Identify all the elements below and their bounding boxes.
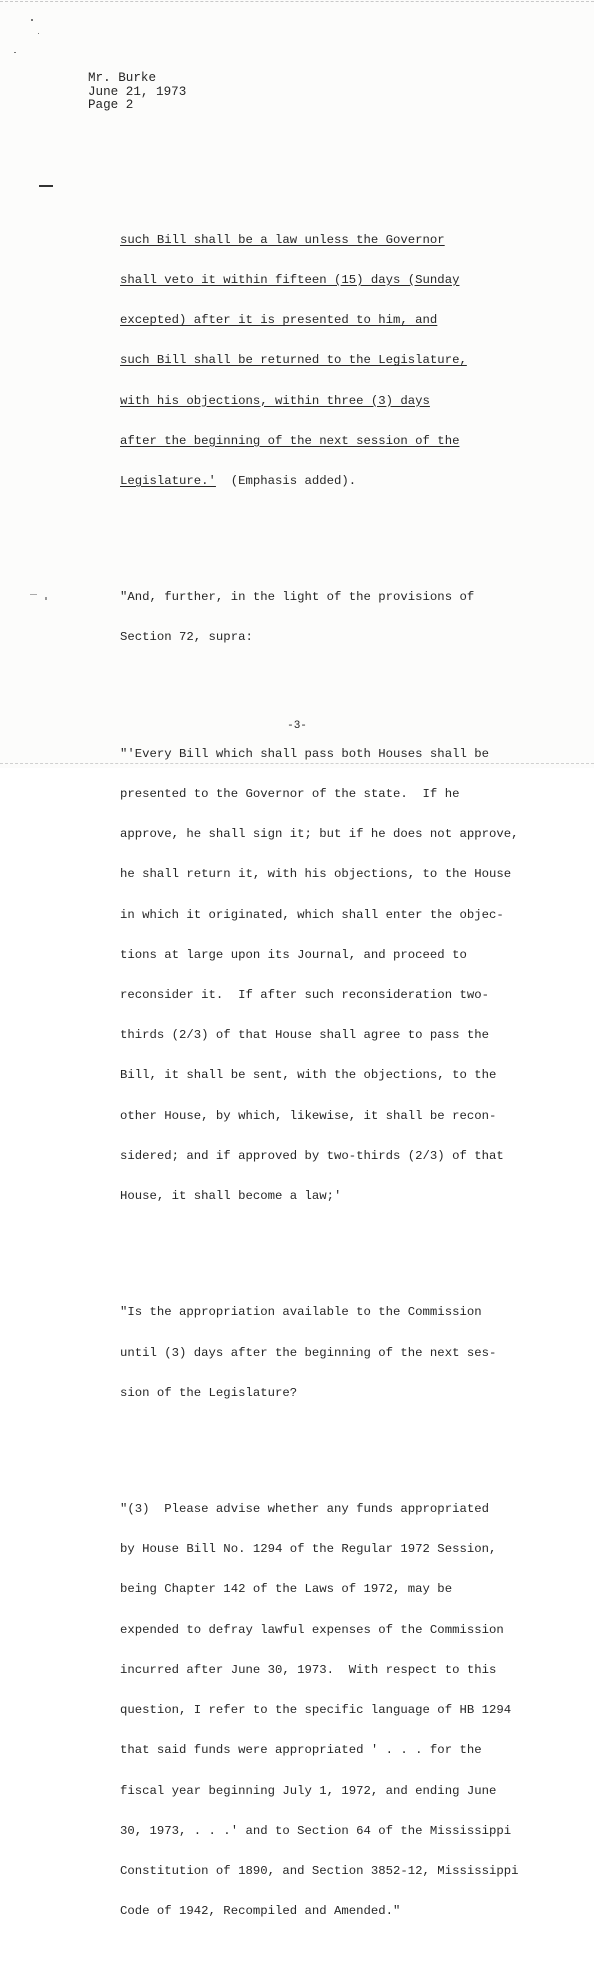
underlined-line: shall veto it within fifteen (15) days (Sunday — [120, 272, 460, 287]
paragraph-every-bill — [120, 721, 530, 1230]
text-line: reconsider it. If after such reconsideration two- — [120, 987, 489, 1002]
text-line: being Chapter 142 of the Laws of 1972, may be — [120, 1582, 453, 1597]
underlined-line: after the beginning of the next session of the — [120, 433, 460, 448]
scan-speck — [31, 19, 33, 21]
text-line: "(3) Please advise whether any funds appropriated — [120, 1502, 489, 1516]
scan-speck — [30, 594, 37, 595]
text-line: until (3) days after the beginning of the next ses- — [120, 1345, 497, 1360]
header-page-label: Page 2 — [88, 98, 134, 112]
text-line: he shall return it, with his objections, to the House — [120, 867, 512, 882]
underlined-line: excepted) after it is presented to him, and — [120, 313, 438, 328]
text-line: "Is the appropriation available to the Commission — [120, 1305, 482, 1320]
header-recipient: Mr. Burke — [88, 71, 157, 85]
scan-speck — [38, 33, 39, 34]
text-line: by House Bill No. 1294 of the Regular 1972 Session, — [120, 1542, 497, 1557]
paragraph-section-72 — [120, 564, 530, 671]
underlined-line: with his objections, within three (3) days — [120, 393, 430, 408]
text-line: Code of 1942, Recompiled and Amended." — [120, 1904, 401, 1919]
text-line: "And, further, in the light of the provisions of — [120, 590, 475, 605]
letter-header — [88, 72, 186, 113]
text-line: House, it shall become a law;' — [120, 1189, 342, 1204]
header-date: June 21, 1973 — [88, 84, 187, 99]
scan-edge-top — [0, 1, 594, 2]
scan-speck — [45, 597, 47, 600]
text-line: in which it originated, which shall enter the objec- — [120, 907, 504, 922]
text-line: thirds (2/3) of that House shall agree to pass the — [120, 1028, 489, 1043]
emphasis-line — [120, 475, 530, 488]
paragraph-appropriation-question — [120, 1280, 530, 1427]
emphasis-note: (Emphasis added). — [215, 473, 357, 488]
text-line: presented to the Governor of the state. If he — [120, 786, 460, 801]
scan-mark — [39, 185, 53, 187]
underlined-line: such Bill shall be a law unless the Governor — [120, 232, 445, 247]
text-line: Constitution of 1890, and Section 3852-12, Mississippi — [120, 1863, 519, 1878]
text-line: Bill, it shall be sent, with the objections, to the — [120, 1068, 497, 1083]
text-line: fiscal year beginning July 1, 1972, and ending June — [120, 1783, 497, 1798]
text-line: Section 72, supra: — [120, 630, 253, 645]
text-line: approve, he shall sign it; but if he does not approve, — [120, 827, 519, 842]
text-line: that said funds were appropriated ' . . . for the — [120, 1743, 482, 1758]
quoted-statute-end — [120, 207, 530, 515]
text-line: incurred after June 30, 1973. With respect to this — [120, 1662, 497, 1677]
text-line: "'Every Bill which shall pass both Houses shall be — [120, 746, 489, 761]
scan-speck — [14, 52, 16, 53]
text-line: 30, 1973, . . .' and to Section 64 of the Mississippi — [120, 1823, 512, 1838]
text-line: tions at large upon its Journal, and proceed to — [120, 947, 467, 962]
underlined-word: Legislature.' — [120, 473, 216, 488]
text-line: sion of the Legislature? — [120, 1385, 298, 1400]
text-line: other House, by which, likewise, it shall be recon- — [120, 1108, 497, 1123]
text-line: expended to defray lawful expenses of the Commission — [120, 1622, 504, 1637]
underlined-line: such Bill shall be returned to the Legislature, — [120, 353, 467, 368]
letter-body — [120, 180, 530, 1981]
page-number: -3- — [287, 720, 307, 732]
text-line: question, I refer to the specific language of HB 1294 — [120, 1703, 512, 1718]
text-line: sidered; and if approved by two-thirds (2/3) of that — [120, 1148, 504, 1163]
paragraph-question-3 — [120, 1476, 530, 1945]
